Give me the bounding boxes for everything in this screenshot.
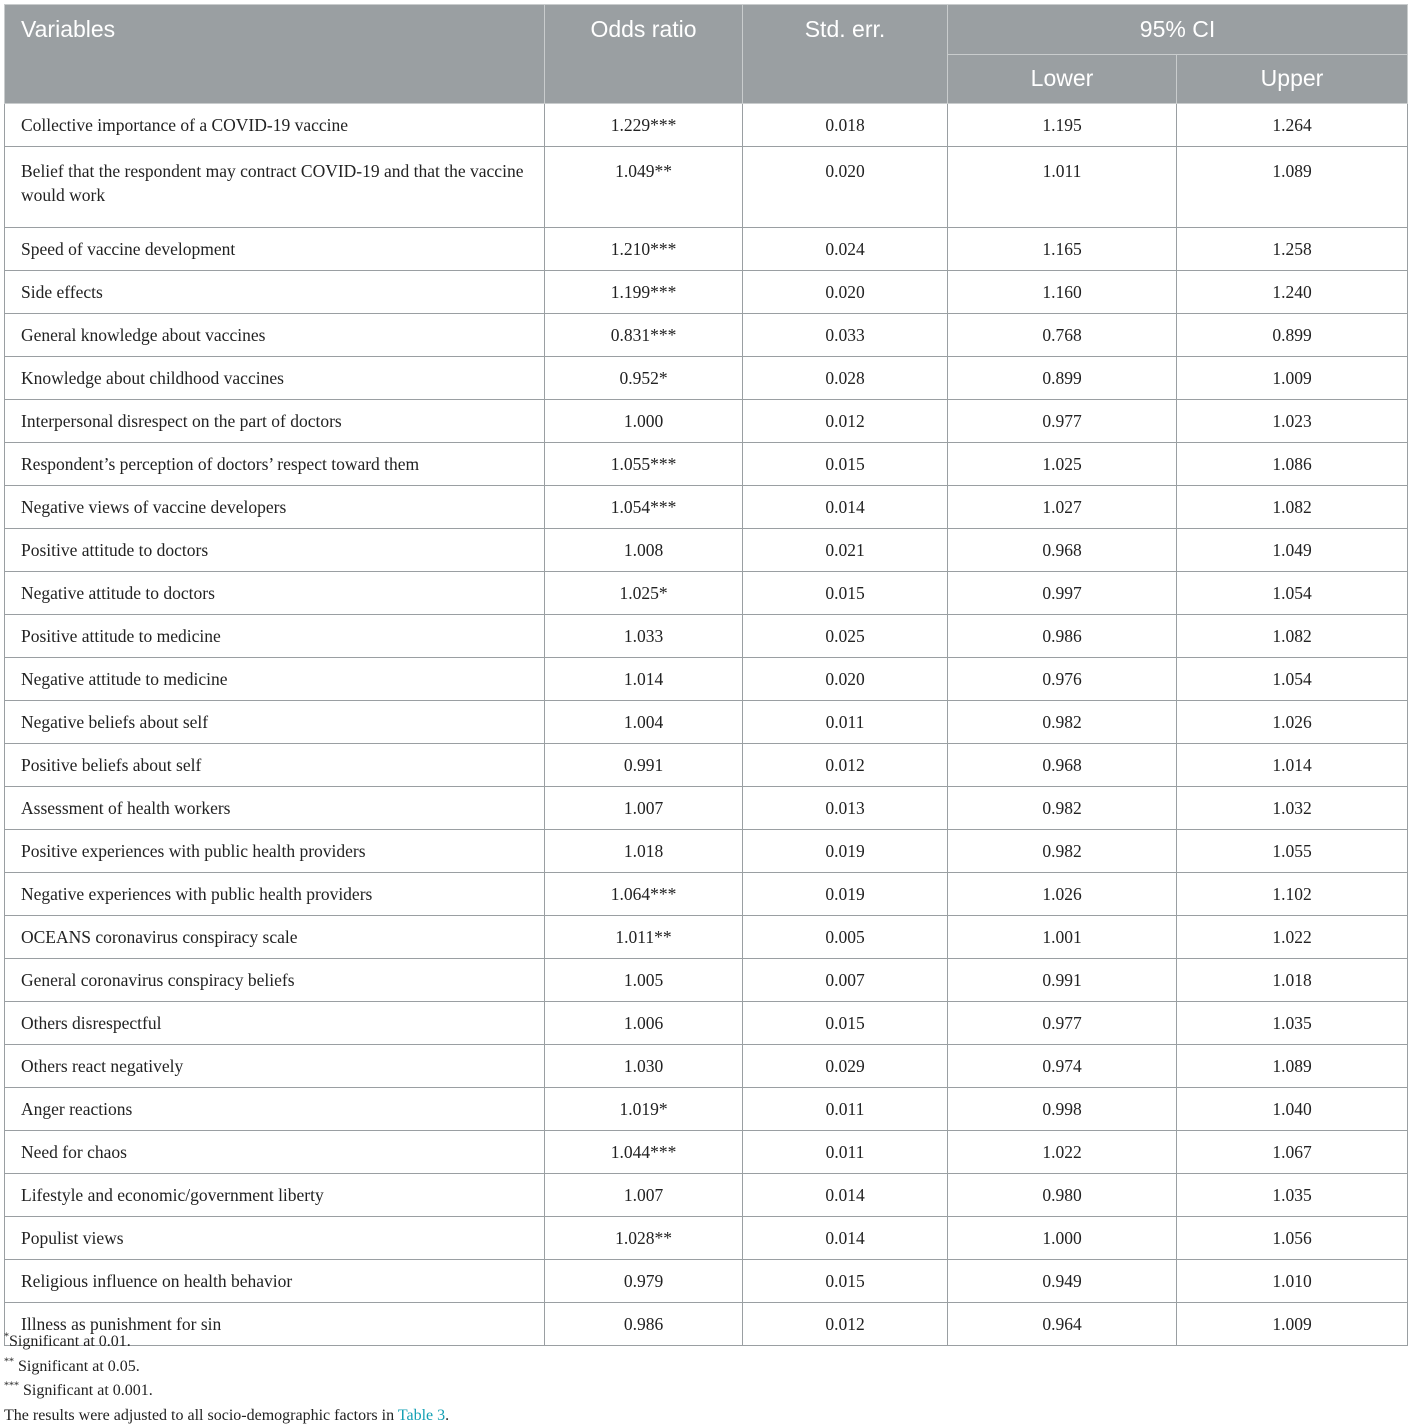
cell-std-err: 0.019 [743, 830, 948, 873]
cell-variable: Positive attitude to doctors [5, 529, 545, 572]
cell-std-err: 0.014 [743, 486, 948, 529]
cell-odds-ratio: 1.000 [545, 400, 743, 443]
footnote-adjusted [4, 1404, 449, 1428]
cell-ci-upper: 1.054 [1177, 658, 1408, 701]
cell-ci-upper: 1.022 [1177, 916, 1408, 959]
table-row [5, 271, 1408, 314]
footnote-mark: * [4, 1332, 9, 1343]
cell-ci-upper: 1.018 [1177, 959, 1408, 1002]
cell-ci-lower: 1.026 [948, 873, 1177, 916]
table-row [5, 658, 1408, 701]
cell-std-err: 0.012 [743, 744, 948, 787]
cell-ci-upper: 1.067 [1177, 1131, 1408, 1174]
cell-ci-lower: 0.899 [948, 357, 1177, 400]
cell-ci-upper: 1.032 [1177, 787, 1408, 830]
cell-std-err: 0.007 [743, 959, 948, 1002]
cell-std-err: 0.015 [743, 572, 948, 615]
cell-variable: Assessment of health workers [5, 787, 545, 830]
cell-ci-lower: 0.768 [948, 314, 1177, 357]
cell-ci-lower: 0.976 [948, 658, 1177, 701]
cell-ci-lower: 1.027 [948, 486, 1177, 529]
table-3-link[interactable]: Table 3 [398, 1407, 445, 1424]
cell-odds-ratio: 1.008 [545, 529, 743, 572]
cell-ci-lower: 0.982 [948, 787, 1177, 830]
cell-variable: Knowledge about childhood vaccines [5, 357, 545, 400]
table-row [5, 1217, 1408, 1260]
cell-ci-upper: 1.035 [1177, 1174, 1408, 1217]
cell-ci-upper: 1.240 [1177, 271, 1408, 314]
cell-ci-lower: 0.997 [948, 572, 1177, 615]
table-row [5, 529, 1408, 572]
cell-std-err: 0.018 [743, 104, 948, 147]
cell-std-err: 0.029 [743, 1045, 948, 1088]
cell-odds-ratio: 1.229*** [545, 104, 743, 147]
table-row [5, 400, 1408, 443]
cell-odds-ratio: 1.025* [545, 572, 743, 615]
cell-odds-ratio: 1.064*** [545, 873, 743, 916]
cell-ci-lower: 1.000 [948, 1217, 1177, 1260]
cell-odds-ratio: 1.044*** [545, 1131, 743, 1174]
cell-variable: General knowledge about vaccines [5, 314, 545, 357]
cell-std-err: 0.033 [743, 314, 948, 357]
cell-ci-lower: 0.977 [948, 400, 1177, 443]
cell-std-err: 0.013 [743, 787, 948, 830]
cell-std-err: 0.005 [743, 916, 948, 959]
cell-ci-lower: 0.982 [948, 830, 1177, 873]
cell-ci-lower: 0.968 [948, 529, 1177, 572]
cell-variable: Side effects [5, 271, 545, 314]
footnote-mark: *** [4, 1381, 19, 1392]
cell-odds-ratio: 1.019* [545, 1088, 743, 1131]
cell-ci-lower: 1.025 [948, 443, 1177, 486]
cell-variable: Negative experiences with public health providers [5, 873, 545, 916]
table-footnotes [4, 1330, 449, 1428]
header-ci-lower: Lower [948, 54, 1177, 104]
footnote-period: . [445, 1407, 449, 1424]
cell-std-err: 0.019 [743, 873, 948, 916]
cell-ci-upper: 1.014 [1177, 744, 1408, 787]
table-header [5, 5, 1408, 104]
table-row [5, 873, 1408, 916]
cell-std-err: 0.025 [743, 615, 948, 658]
cell-odds-ratio: 1.018 [545, 830, 743, 873]
cell-ci-lower: 0.980 [948, 1174, 1177, 1217]
table-row [5, 959, 1408, 1002]
cell-odds-ratio: 1.028** [545, 1217, 743, 1260]
table-row [5, 615, 1408, 658]
cell-odds-ratio: 1.007 [545, 1174, 743, 1217]
cell-ci-lower: 0.974 [948, 1045, 1177, 1088]
cell-variable: Positive attitude to medicine [5, 615, 545, 658]
cell-std-err: 0.021 [743, 529, 948, 572]
header-95-ci: 95% CI [948, 5, 1408, 55]
cell-variable: Religious influence on health behavior [5, 1260, 545, 1303]
cell-odds-ratio: 1.004 [545, 701, 743, 744]
table-row [5, 104, 1408, 147]
footnote-sig-0001 [4, 1379, 449, 1404]
cell-ci-upper: 1.049 [1177, 529, 1408, 572]
header-ci-upper: Upper [1177, 54, 1408, 104]
cell-ci-upper: 1.054 [1177, 572, 1408, 615]
cell-std-err: 0.015 [743, 1260, 948, 1303]
footnote-text: Significant at 0.01. [9, 1333, 131, 1350]
cell-ci-upper: 1.023 [1177, 400, 1408, 443]
cell-odds-ratio: 0.986 [545, 1303, 743, 1346]
cell-ci-lower: 0.968 [948, 744, 1177, 787]
cell-ci-lower: 0.977 [948, 1002, 1177, 1045]
cell-ci-upper: 1.009 [1177, 357, 1408, 400]
cell-odds-ratio: 1.005 [545, 959, 743, 1002]
cell-variable: Illness as punishment for sin [5, 1303, 545, 1346]
cell-odds-ratio: 1.007 [545, 787, 743, 830]
cell-std-err: 0.011 [743, 1131, 948, 1174]
cell-variable: Interpersonal disrespect on the part of doctors [5, 400, 545, 443]
cell-odds-ratio: 0.831*** [545, 314, 743, 357]
cell-odds-ratio: 1.014 [545, 658, 743, 701]
table-row [5, 572, 1408, 615]
results-table-container [4, 4, 1407, 1346]
cell-std-err: 0.015 [743, 1002, 948, 1045]
cell-variable: Speed of vaccine development [5, 228, 545, 271]
cell-ci-upper: 1.089 [1177, 147, 1408, 228]
cell-odds-ratio: 0.991 [545, 744, 743, 787]
cell-odds-ratio: 0.979 [545, 1260, 743, 1303]
table-row [5, 228, 1408, 271]
cell-ci-lower: 1.001 [948, 916, 1177, 959]
table-body [5, 104, 1408, 1346]
cell-std-err: 0.028 [743, 357, 948, 400]
cell-variable: Belief that the respondent may contract COVID-19 and that the vaccine would work [5, 147, 545, 228]
cell-variable: Anger reactions [5, 1088, 545, 1131]
table-row [5, 830, 1408, 873]
table-row [5, 1088, 1408, 1131]
cell-variable: Populist views [5, 1217, 545, 1260]
footnote-text: Significant at 0.05. [14, 1358, 140, 1375]
cell-odds-ratio: 1.033 [545, 615, 743, 658]
cell-variable: General coronavirus conspiracy beliefs [5, 959, 545, 1002]
cell-ci-lower: 1.022 [948, 1131, 1177, 1174]
cell-variable: OCEANS coronavirus conspiracy scale [5, 916, 545, 959]
cell-ci-lower: 0.964 [948, 1303, 1177, 1346]
cell-variable: Respondent’s perception of doctors’ respect toward them [5, 443, 545, 486]
cell-ci-upper: 1.258 [1177, 228, 1408, 271]
footnote-sig-001 [4, 1330, 449, 1355]
cell-odds-ratio: 1.006 [545, 1002, 743, 1045]
cell-ci-upper: 0.899 [1177, 314, 1408, 357]
footnote-sig-005 [4, 1355, 449, 1380]
cell-ci-upper: 1.264 [1177, 104, 1408, 147]
cell-std-err: 0.012 [743, 1303, 948, 1346]
table-row [5, 1131, 1408, 1174]
cell-ci-upper: 1.026 [1177, 701, 1408, 744]
cell-ci-lower: 0.998 [948, 1088, 1177, 1131]
cell-variable: Positive experiences with public health providers [5, 830, 545, 873]
table-row [5, 916, 1408, 959]
cell-std-err: 0.011 [743, 701, 948, 744]
cell-std-err: 0.014 [743, 1174, 948, 1217]
cell-ci-lower: 1.011 [948, 147, 1177, 228]
cell-ci-upper: 1.040 [1177, 1088, 1408, 1131]
cell-variable: Others react negatively [5, 1045, 545, 1088]
header-std-err: Std. err. [743, 5, 948, 104]
cell-variable: Collective importance of a COVID-19 vaccine [5, 104, 545, 147]
cell-ci-upper: 1.082 [1177, 486, 1408, 529]
cell-odds-ratio: 1.030 [545, 1045, 743, 1088]
cell-ci-lower: 0.949 [948, 1260, 1177, 1303]
cell-ci-lower: 0.991 [948, 959, 1177, 1002]
header-variables: Variables [5, 5, 545, 104]
cell-ci-lower: 1.165 [948, 228, 1177, 271]
cell-ci-upper: 1.056 [1177, 1217, 1408, 1260]
footnote-mark: ** [4, 1356, 14, 1367]
header-odds-ratio: Odds ratio [545, 5, 743, 104]
cell-odds-ratio: 1.199*** [545, 271, 743, 314]
cell-ci-lower: 1.195 [948, 104, 1177, 147]
odds-ratio-table [4, 4, 1408, 1346]
table-row [5, 357, 1408, 400]
footnote-text: Significant at 0.001. [19, 1382, 153, 1399]
cell-std-err: 0.012 [743, 400, 948, 443]
cell-ci-upper: 1.082 [1177, 615, 1408, 658]
cell-std-err: 0.020 [743, 147, 948, 228]
cell-ci-upper: 1.055 [1177, 830, 1408, 873]
cell-ci-upper: 1.010 [1177, 1260, 1408, 1303]
table-row [5, 1260, 1408, 1303]
cell-variable: Positive beliefs about self [5, 744, 545, 787]
table-row [5, 744, 1408, 787]
cell-variable: Need for chaos [5, 1131, 545, 1174]
cell-std-err: 0.020 [743, 271, 948, 314]
table-row [5, 701, 1408, 744]
cell-odds-ratio: 1.210*** [545, 228, 743, 271]
cell-ci-lower: 0.986 [948, 615, 1177, 658]
cell-variable: Negative beliefs about self [5, 701, 545, 744]
table-row [5, 314, 1408, 357]
cell-odds-ratio: 0.952* [545, 357, 743, 400]
cell-std-err: 0.011 [743, 1088, 948, 1131]
cell-ci-lower: 1.160 [948, 271, 1177, 314]
cell-odds-ratio: 1.054*** [545, 486, 743, 529]
table-row [5, 147, 1408, 228]
cell-variable: Negative attitude to doctors [5, 572, 545, 615]
cell-ci-upper: 1.009 [1177, 1303, 1408, 1346]
cell-ci-upper: 1.089 [1177, 1045, 1408, 1088]
cell-variable: Others disrespectful [5, 1002, 545, 1045]
cell-variable: Lifestyle and economic/government liberty [5, 1174, 545, 1217]
table-row [5, 1045, 1408, 1088]
cell-odds-ratio: 1.049** [545, 147, 743, 228]
cell-ci-lower: 0.982 [948, 701, 1177, 744]
cell-ci-upper: 1.086 [1177, 443, 1408, 486]
cell-std-err: 0.015 [743, 443, 948, 486]
table-row [5, 1002, 1408, 1045]
cell-variable: Negative views of vaccine developers [5, 486, 545, 529]
cell-ci-upper: 1.035 [1177, 1002, 1408, 1045]
cell-std-err: 0.014 [743, 1217, 948, 1260]
cell-std-err: 0.024 [743, 228, 948, 271]
cell-odds-ratio: 1.055*** [545, 443, 743, 486]
cell-odds-ratio: 1.011** [545, 916, 743, 959]
cell-std-err: 0.020 [743, 658, 948, 701]
cell-ci-upper: 1.102 [1177, 873, 1408, 916]
table-row [5, 486, 1408, 529]
table-row [5, 1174, 1408, 1217]
table-row [5, 787, 1408, 830]
footnote-text: The results were adjusted to all socio-demographic factors in [4, 1407, 398, 1424]
table-row [5, 443, 1408, 486]
cell-variable: Negative attitude to medicine [5, 658, 545, 701]
